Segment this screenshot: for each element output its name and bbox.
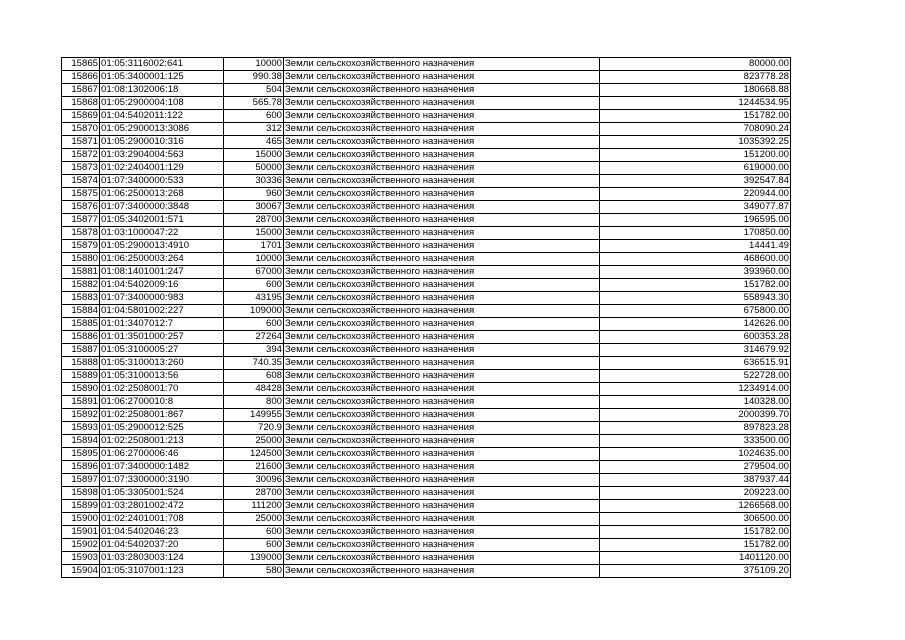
- table-row: [62, 487, 791, 500]
- cadastral-value: 1234914.00: [600, 383, 791, 396]
- land-category: Земли сельскохозяйственного назначения: [284, 227, 600, 240]
- row-number: 15865: [62, 58, 100, 71]
- area-value: 504: [224, 84, 284, 97]
- land-category: Земли сельскохозяйственного назначения: [284, 266, 600, 279]
- land-category: Земли сельскохозяйственного назначения: [284, 123, 600, 136]
- cadastral-number: 01:05:3305001:524: [100, 487, 224, 500]
- row-number: 15901: [62, 526, 100, 539]
- cadastral-number: 01:06:2500013:268: [100, 188, 224, 201]
- area-value: 600: [224, 539, 284, 552]
- table-row: [62, 461, 791, 474]
- area-value: 25000: [224, 435, 284, 448]
- area-value: 15000: [224, 149, 284, 162]
- cadastral-value: 522728.00: [600, 370, 791, 383]
- table-row: [62, 71, 791, 84]
- area-value: 27264: [224, 331, 284, 344]
- cadastral-value: 151782.00: [600, 279, 791, 292]
- land-category: Земли сельскохозяйственного назначения: [284, 240, 600, 253]
- table-row: [62, 188, 791, 201]
- cadastral-value: 1244534.95: [600, 97, 791, 110]
- area-value: 465: [224, 136, 284, 149]
- cadastral-number: 01:06:2700010:8: [100, 396, 224, 409]
- land-category: Земли сельскохозяйственного назначения: [284, 487, 600, 500]
- row-number: 15875: [62, 188, 100, 201]
- table-row: [62, 136, 791, 149]
- area-value: 124500: [224, 448, 284, 461]
- area-value: 21600: [224, 461, 284, 474]
- cadastral-number: 01:05:2900013:3086: [100, 123, 224, 136]
- cadastral-value: 314679.92: [600, 344, 791, 357]
- cadastral-number: 01:01:3501000:257: [100, 331, 224, 344]
- row-number: 15874: [62, 175, 100, 188]
- cadastral-value: 2000399.70: [600, 409, 791, 422]
- cadastral-value: 196595.00: [600, 214, 791, 227]
- cadastral-number: 01:05:2900012:525: [100, 422, 224, 435]
- table-row: [62, 318, 791, 331]
- table-row: [62, 409, 791, 422]
- table-row: [62, 279, 791, 292]
- land-category: Земли сельскохозяйственного назначения: [284, 513, 600, 526]
- table-row: [62, 97, 791, 110]
- table-row: [62, 565, 791, 578]
- cadastral-number: 01:02:2401001:708: [100, 513, 224, 526]
- cadastral-number: 01:02:2508001:867: [100, 409, 224, 422]
- cadastral-value: 387937.44: [600, 474, 791, 487]
- cadastral-value: 600353.28: [600, 331, 791, 344]
- cadastral-value: 708090.24: [600, 123, 791, 136]
- row-number: 15888: [62, 357, 100, 370]
- cadastral-value: 393960.00: [600, 266, 791, 279]
- cadastral-number: 01:04:5402046:23: [100, 526, 224, 539]
- table-row: [62, 292, 791, 305]
- cadastral-number: 01:05:2900013:4910: [100, 240, 224, 253]
- land-category: Земли сельскохозяйственного назначения: [284, 331, 600, 344]
- land-category: Земли сельскохозяйственного назначения: [284, 396, 600, 409]
- cadastral-number: 01:07:3300000:3190: [100, 474, 224, 487]
- row-number: 15894: [62, 435, 100, 448]
- cadastral-value: 1401120.00: [600, 552, 791, 565]
- land-registry-table: [61, 57, 791, 578]
- row-number: 15887: [62, 344, 100, 357]
- table-row: [62, 370, 791, 383]
- area-value: 394: [224, 344, 284, 357]
- area-value: 28700: [224, 214, 284, 227]
- cadastral-number: 01:04:5801002:227: [100, 305, 224, 318]
- land-category: Земли сельскохозяйственного назначения: [284, 162, 600, 175]
- table-row: [62, 422, 791, 435]
- land-category: Земли сельскохозяйственного назначения: [284, 97, 600, 110]
- land-category: Земли сельскохозяйственного назначения: [284, 71, 600, 84]
- cadastral-value: 619000.00: [600, 162, 791, 175]
- cadastral-value: 1024635.00: [600, 448, 791, 461]
- area-value: 600: [224, 110, 284, 123]
- row-number: 15903: [62, 552, 100, 565]
- table-row: [62, 123, 791, 136]
- row-number: 15892: [62, 409, 100, 422]
- table-row: [62, 253, 791, 266]
- area-value: 111200: [224, 500, 284, 513]
- row-number: 15893: [62, 422, 100, 435]
- cadastral-value: 1266568.00: [600, 500, 791, 513]
- cadastral-value: 151782.00: [600, 526, 791, 539]
- row-number: 15900: [62, 513, 100, 526]
- area-value: 565.78: [224, 97, 284, 110]
- cadastral-value: 558943.30: [600, 292, 791, 305]
- table-row: [62, 513, 791, 526]
- row-number: 15896: [62, 461, 100, 474]
- land-category: Земли сельскохозяйственного назначения: [284, 565, 600, 578]
- area-value: 10000: [224, 253, 284, 266]
- land-category: Земли сельскохозяйственного назначения: [284, 474, 600, 487]
- land-category: Земли сельскохозяйственного назначения: [284, 370, 600, 383]
- row-number: 15890: [62, 383, 100, 396]
- row-number: 15878: [62, 227, 100, 240]
- row-number: 15881: [62, 266, 100, 279]
- cadastral-value: 306500.00: [600, 513, 791, 526]
- cadastral-number: 01:03:1000047:22: [100, 227, 224, 240]
- table-row: [62, 552, 791, 565]
- land-category: Земли сельскохозяйственного назначения: [284, 448, 600, 461]
- row-number: 15885: [62, 318, 100, 331]
- cadastral-value: 80000.00: [600, 58, 791, 71]
- area-value: 43195: [224, 292, 284, 305]
- table-row: [62, 435, 791, 448]
- cadastral-value: 279504.00: [600, 461, 791, 474]
- table-row: [62, 448, 791, 461]
- row-number: 15904: [62, 565, 100, 578]
- cadastral-number: 01:05:3400001:125: [100, 71, 224, 84]
- row-number: 15873: [62, 162, 100, 175]
- cadastral-number: 01:03:2904004:563: [100, 149, 224, 162]
- cadastral-value: 823778.28: [600, 71, 791, 84]
- row-number: 15895: [62, 448, 100, 461]
- cadastral-number: 01:05:2900004:108: [100, 97, 224, 110]
- land-category: Земли сельскохозяйственного назначения: [284, 435, 600, 448]
- row-number: 15882: [62, 279, 100, 292]
- cadastral-value: 170850.00: [600, 227, 791, 240]
- area-value: 149955: [224, 409, 284, 422]
- cadastral-number: 01:02:2508001:70: [100, 383, 224, 396]
- row-number: 15866: [62, 71, 100, 84]
- row-number: 15877: [62, 214, 100, 227]
- table-row: [62, 357, 791, 370]
- cadastral-value: 333500.00: [600, 435, 791, 448]
- land-category: Земли сельскохозяйственного назначения: [284, 149, 600, 162]
- row-number: 15891: [62, 396, 100, 409]
- table-row: [62, 240, 791, 253]
- land-category: Земли сельскохозяйственного назначения: [284, 552, 600, 565]
- table-row: [62, 331, 791, 344]
- cadastral-value: 142626.00: [600, 318, 791, 331]
- cadastral-number: 01:07:3400000:1482: [100, 461, 224, 474]
- row-number: 15880: [62, 253, 100, 266]
- cadastral-number: 01:05:3100013:56: [100, 370, 224, 383]
- cadastral-number: 01:01:3407012:7: [100, 318, 224, 331]
- row-number: 15868: [62, 97, 100, 110]
- row-number: 15871: [62, 136, 100, 149]
- cadastral-number: 01:06:2500003:264: [100, 253, 224, 266]
- row-number: 15883: [62, 292, 100, 305]
- land-category: Земли сельскохозяйственного назначения: [284, 357, 600, 370]
- cadastral-value: 209223.00: [600, 487, 791, 500]
- land-category: Земли сельскохозяйственного назначения: [284, 539, 600, 552]
- area-value: 580: [224, 565, 284, 578]
- area-value: 960: [224, 188, 284, 201]
- land-category: Земли сельскохозяйственного назначения: [284, 422, 600, 435]
- area-value: 15000: [224, 227, 284, 240]
- row-number: 15889: [62, 370, 100, 383]
- table-row: [62, 266, 791, 279]
- area-value: 50000: [224, 162, 284, 175]
- area-value: 600: [224, 526, 284, 539]
- cadastral-number: 01:05:3402001:571: [100, 214, 224, 227]
- land-category: Земли сельскохозяйственного назначения: [284, 500, 600, 513]
- land-category: Земли сельскохозяйственного назначения: [284, 214, 600, 227]
- land-category: Земли сельскохозяйственного назначения: [284, 383, 600, 396]
- area-value: 48428: [224, 383, 284, 396]
- land-category: Земли сельскохозяйственного назначения: [284, 409, 600, 422]
- land-category: Земли сельскохозяйственного назначения: [284, 253, 600, 266]
- table-row: [62, 110, 791, 123]
- cadastral-number: 01:03:2803003:124: [100, 552, 224, 565]
- row-number: 15872: [62, 149, 100, 162]
- table-row: [62, 526, 791, 539]
- land-category: Земли сельскохозяйственного назначения: [284, 58, 600, 71]
- land-category: Земли сельскохозяйственного назначения: [284, 201, 600, 214]
- area-value: 600: [224, 279, 284, 292]
- cadastral-value: 151200.00: [600, 149, 791, 162]
- area-value: 139000: [224, 552, 284, 565]
- row-number: 15886: [62, 331, 100, 344]
- cadastral-number: 01:04:5402037:20: [100, 539, 224, 552]
- table-row: [62, 500, 791, 513]
- table-row: [62, 201, 791, 214]
- table-row: [62, 84, 791, 97]
- area-value: 10000: [224, 58, 284, 71]
- area-value: 312: [224, 123, 284, 136]
- row-number: 15899: [62, 500, 100, 513]
- cadastral-number: 01:05:3107001:123: [100, 565, 224, 578]
- cadastral-value: 1035392.25: [600, 136, 791, 149]
- cadastral-value: 349077.87: [600, 201, 791, 214]
- area-value: 990.38: [224, 71, 284, 84]
- area-value: 28700: [224, 487, 284, 500]
- cadastral-value: 375109.20: [600, 565, 791, 578]
- cadastral-value: 392547.84: [600, 175, 791, 188]
- cadastral-value: 897823.28: [600, 422, 791, 435]
- area-value: 800: [224, 396, 284, 409]
- cadastral-number: 01:04:5402011:122: [100, 110, 224, 123]
- row-number: 15869: [62, 110, 100, 123]
- land-category: Земли сельскохозяйственного назначения: [284, 305, 600, 318]
- table-row: [62, 162, 791, 175]
- cadastral-number: 01:05:3116002:641: [100, 58, 224, 71]
- land-category: Земли сельскохозяйственного назначения: [284, 175, 600, 188]
- land-category: Земли сельскохозяйственного назначения: [284, 461, 600, 474]
- area-value: 25000: [224, 513, 284, 526]
- cadastral-value: 220944.00: [600, 188, 791, 201]
- cadastral-number: 01:02:2508001:213: [100, 435, 224, 448]
- cadastral-value: 468600.00: [600, 253, 791, 266]
- cadastral-value: 675800.00: [600, 305, 791, 318]
- area-value: 30067: [224, 201, 284, 214]
- row-number: 15897: [62, 474, 100, 487]
- cadastral-number: 01:05:3100013:260: [100, 357, 224, 370]
- row-number: 15879: [62, 240, 100, 253]
- row-number: 15876: [62, 201, 100, 214]
- area-value: 30096: [224, 474, 284, 487]
- area-value: 30336: [224, 175, 284, 188]
- row-number: 15884: [62, 305, 100, 318]
- cadastral-number: 01:05:3100005:27: [100, 344, 224, 357]
- cadastral-number: 01:03:2801002:472: [100, 500, 224, 513]
- table-row: [62, 396, 791, 409]
- area-value: 720.9: [224, 422, 284, 435]
- area-value: 109000: [224, 305, 284, 318]
- land-category: Земли сельскохозяйственного назначения: [284, 110, 600, 123]
- table-body: [62, 58, 791, 578]
- row-number: 15867: [62, 84, 100, 97]
- table-row: [62, 383, 791, 396]
- cadastral-value: 180668.88: [600, 84, 791, 97]
- table-row: [62, 474, 791, 487]
- table-row: [62, 58, 791, 71]
- cadastral-number: 01:08:1401001:247: [100, 266, 224, 279]
- area-value: 1701: [224, 240, 284, 253]
- table-row: [62, 175, 791, 188]
- table-row: [62, 227, 791, 240]
- cadastral-number: 01:04:5402009:16: [100, 279, 224, 292]
- area-value: 67000: [224, 266, 284, 279]
- land-category: Земли сельскохозяйственного назначения: [284, 279, 600, 292]
- land-category: Земли сельскохозяйственного назначения: [284, 344, 600, 357]
- land-category: Земли сельскохозяйственного назначения: [284, 292, 600, 305]
- cadastral-value: 151782.00: [600, 539, 791, 552]
- cadastral-value: 14441.49: [600, 240, 791, 253]
- cadastral-number: 01:05:2900010:316: [100, 136, 224, 149]
- row-number: 15898: [62, 487, 100, 500]
- area-value: 740.35: [224, 357, 284, 370]
- cadastral-value: 636515.91: [600, 357, 791, 370]
- land-category: Земли сельскохозяйственного назначения: [284, 318, 600, 331]
- table-row: [62, 214, 791, 227]
- table-row: [62, 305, 791, 318]
- table-row: [62, 344, 791, 357]
- row-number: 15870: [62, 123, 100, 136]
- area-value: 608: [224, 370, 284, 383]
- cadastral-number: 01:07:3400000:3848: [100, 201, 224, 214]
- cadastral-number: 01:07:3400000:533: [100, 175, 224, 188]
- table-row: [62, 149, 791, 162]
- cadastral-number: 01:07:3400000:983: [100, 292, 224, 305]
- cadastral-number: 01:08:1302006:18: [100, 84, 224, 97]
- row-number: 15902: [62, 539, 100, 552]
- cadastral-value: 140328.00: [600, 396, 791, 409]
- land-category: Земли сельскохозяйственного назначения: [284, 188, 600, 201]
- area-value: 600: [224, 318, 284, 331]
- land-category: Земли сельскохозяйственного назначения: [284, 84, 600, 97]
- land-category: Земли сельскохозяйственного назначения: [284, 136, 600, 149]
- cadastral-value: 151782.00: [600, 110, 791, 123]
- cadastral-number: 01:02:2404001:129: [100, 162, 224, 175]
- land-category: Земли сельскохозяйственного назначения: [284, 526, 600, 539]
- cadastral-number: 01:06:2700006:46: [100, 448, 224, 461]
- table-row: [62, 539, 791, 552]
